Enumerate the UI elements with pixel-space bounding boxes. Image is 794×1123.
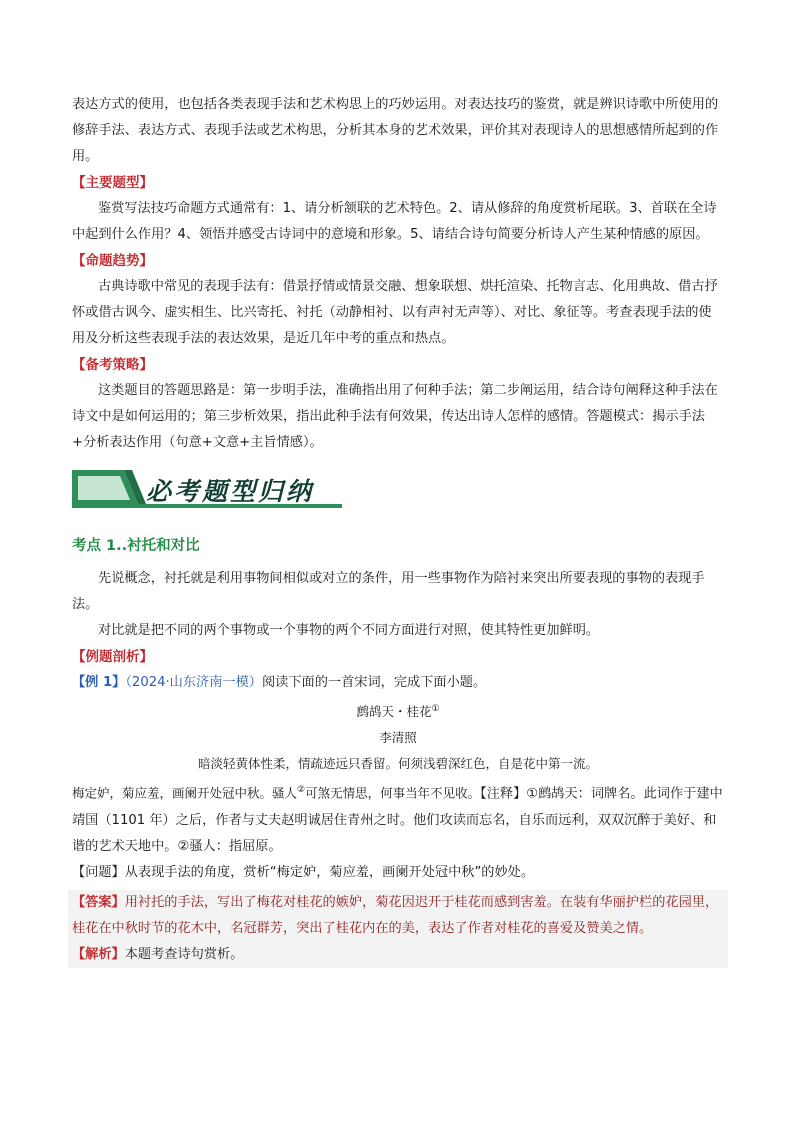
intro-paragraph: 表达方式的使用，也包括各类表现手法和艺术构思上的巧妙运用。对表达技巧的鉴赏，就是辨识诗歌中所使用的修辞手法、表达方式、表现手法或艺术构思，分析其本身的艺术效果，评价其对表现诗人的思想感情所起到的作用。 xyxy=(72,97,719,164)
answer-label: 【答案】 xyxy=(72,894,125,910)
poem-line-1: 暗淡轻黄体性柔，情疏迹远只香留。何须浅碧深红色，自是花中第一流。 xyxy=(197,756,598,772)
example-source: （2024·山东济南一模） xyxy=(125,675,262,690)
question-text: 从表现手法的角度，赏析“梅定妒，菊应羞，画阑开处冠中秋”的妙处。 xyxy=(124,864,535,880)
answer-line xyxy=(72,890,724,942)
poem-title xyxy=(72,696,724,725)
poem-author: 李清照 xyxy=(379,730,417,746)
example-analysis-heading: 【例题剖析】 xyxy=(72,649,153,665)
main-types-heading: 【主要题型】 xyxy=(72,175,153,191)
poem-line-2-note: ② xyxy=(297,785,306,796)
poem-title-text: 鹧鸪天・桂花 xyxy=(356,704,432,720)
explain-text: 本题考查诗句赏析。 xyxy=(124,946,244,962)
question-line xyxy=(72,860,724,886)
question-label: 【问题】 xyxy=(72,864,125,880)
main-types-paragraph: 鉴赏写法技巧命题方式通常有：1、请分析颔联的艺术特色。2、请从修辞的角度赏析尾联。3、首联在全诗中起到什么作用？4、领悟并感受古诗词中的意境和形象。5、请结合诗句简要分析诗人产生某种情感的原因。 xyxy=(72,201,717,242)
poem-line-2-and-notes xyxy=(72,777,724,859)
section-banner xyxy=(72,468,342,510)
kaodian-title: 考点 1..衬托和对比 xyxy=(72,538,200,554)
strategy-paragraph: 这类题目的答题思路是：第一步明手法，准确指出用了何种手法；第二步阐运用，结合诗句阐释这种手法在诗文中是如何运用的；第三步析效果，指出此种手法有何效果，传达出诗人怎样的感情。答题模式：揭示手法+分析表达作用（句意+文意+主旨情感）。 xyxy=(72,383,718,450)
trend-paragraph: 古典诗歌中常见的表现手法有：借景抒情或情景交融、想象联想、烘托渲染、托物言志、化用典故、借古抒怀或借古讽今、虚实相生、比兴寄托、衬托（动静相衬、以有声衬无声等）、对比、象征等。考查表现手法的使用及分析这些表现手法的表达效果，是近几年中考的重点和热点。 xyxy=(72,279,718,346)
poem-line-2-a: 梅定妒，菊应羞，画阑开处冠中秋。骚人 xyxy=(72,785,298,801)
example-prompt: 阅读下面的一首宋词，完成下面小题。 xyxy=(262,675,487,690)
poem-title-note: ① xyxy=(431,704,440,714)
answer-box xyxy=(68,890,728,968)
example-number: 【例 1】 xyxy=(72,675,126,690)
trend-heading: 【命题趋势】 xyxy=(72,253,153,269)
concept-paragraph-1: 先说概念，衬托就是利用事物间相似或对立的条件，用一些事物作为陪衬来突出所要表现的事物的表现手法。 xyxy=(72,571,705,612)
example-intro xyxy=(72,670,724,696)
note-label: 【注释】 xyxy=(480,786,527,802)
explain-line xyxy=(72,942,724,968)
poem-line-2-b: 可煞无情思，何事当年不见收。 xyxy=(305,785,481,801)
banner-title: 必考题型归纳 xyxy=(146,477,315,506)
concept-paragraph-2: 对比就是把不同的两个事物或一个事物的两个不同方面进行对照，使其特性更加鲜明。 xyxy=(98,623,600,638)
answer-text: 用衬托的手法，写出了梅花对桂花的嫉妒，菊花因迟开于桂花而感到害羞。在装有华丽护栏的花园里，桂花在中秋时节的花木中，名冠群芳，突出了桂花内在的美，表达了作者对桂花的喜爱及赞美之情。 xyxy=(72,894,719,936)
strategy-heading: 【备考策略】 xyxy=(72,357,153,373)
explain-label: 【解析】 xyxy=(72,946,125,962)
page-content xyxy=(72,92,724,968)
note-text: ①鹧鸪天：词牌名。此词作于建中靖国（1101 年）之后，作者与丈夫赵明诚居住青州之时。他们攻读而忘名，自乐而远利，双双沉醉于美好、和谐的艺术天地中。②骚人：指屈原。 xyxy=(72,786,723,854)
